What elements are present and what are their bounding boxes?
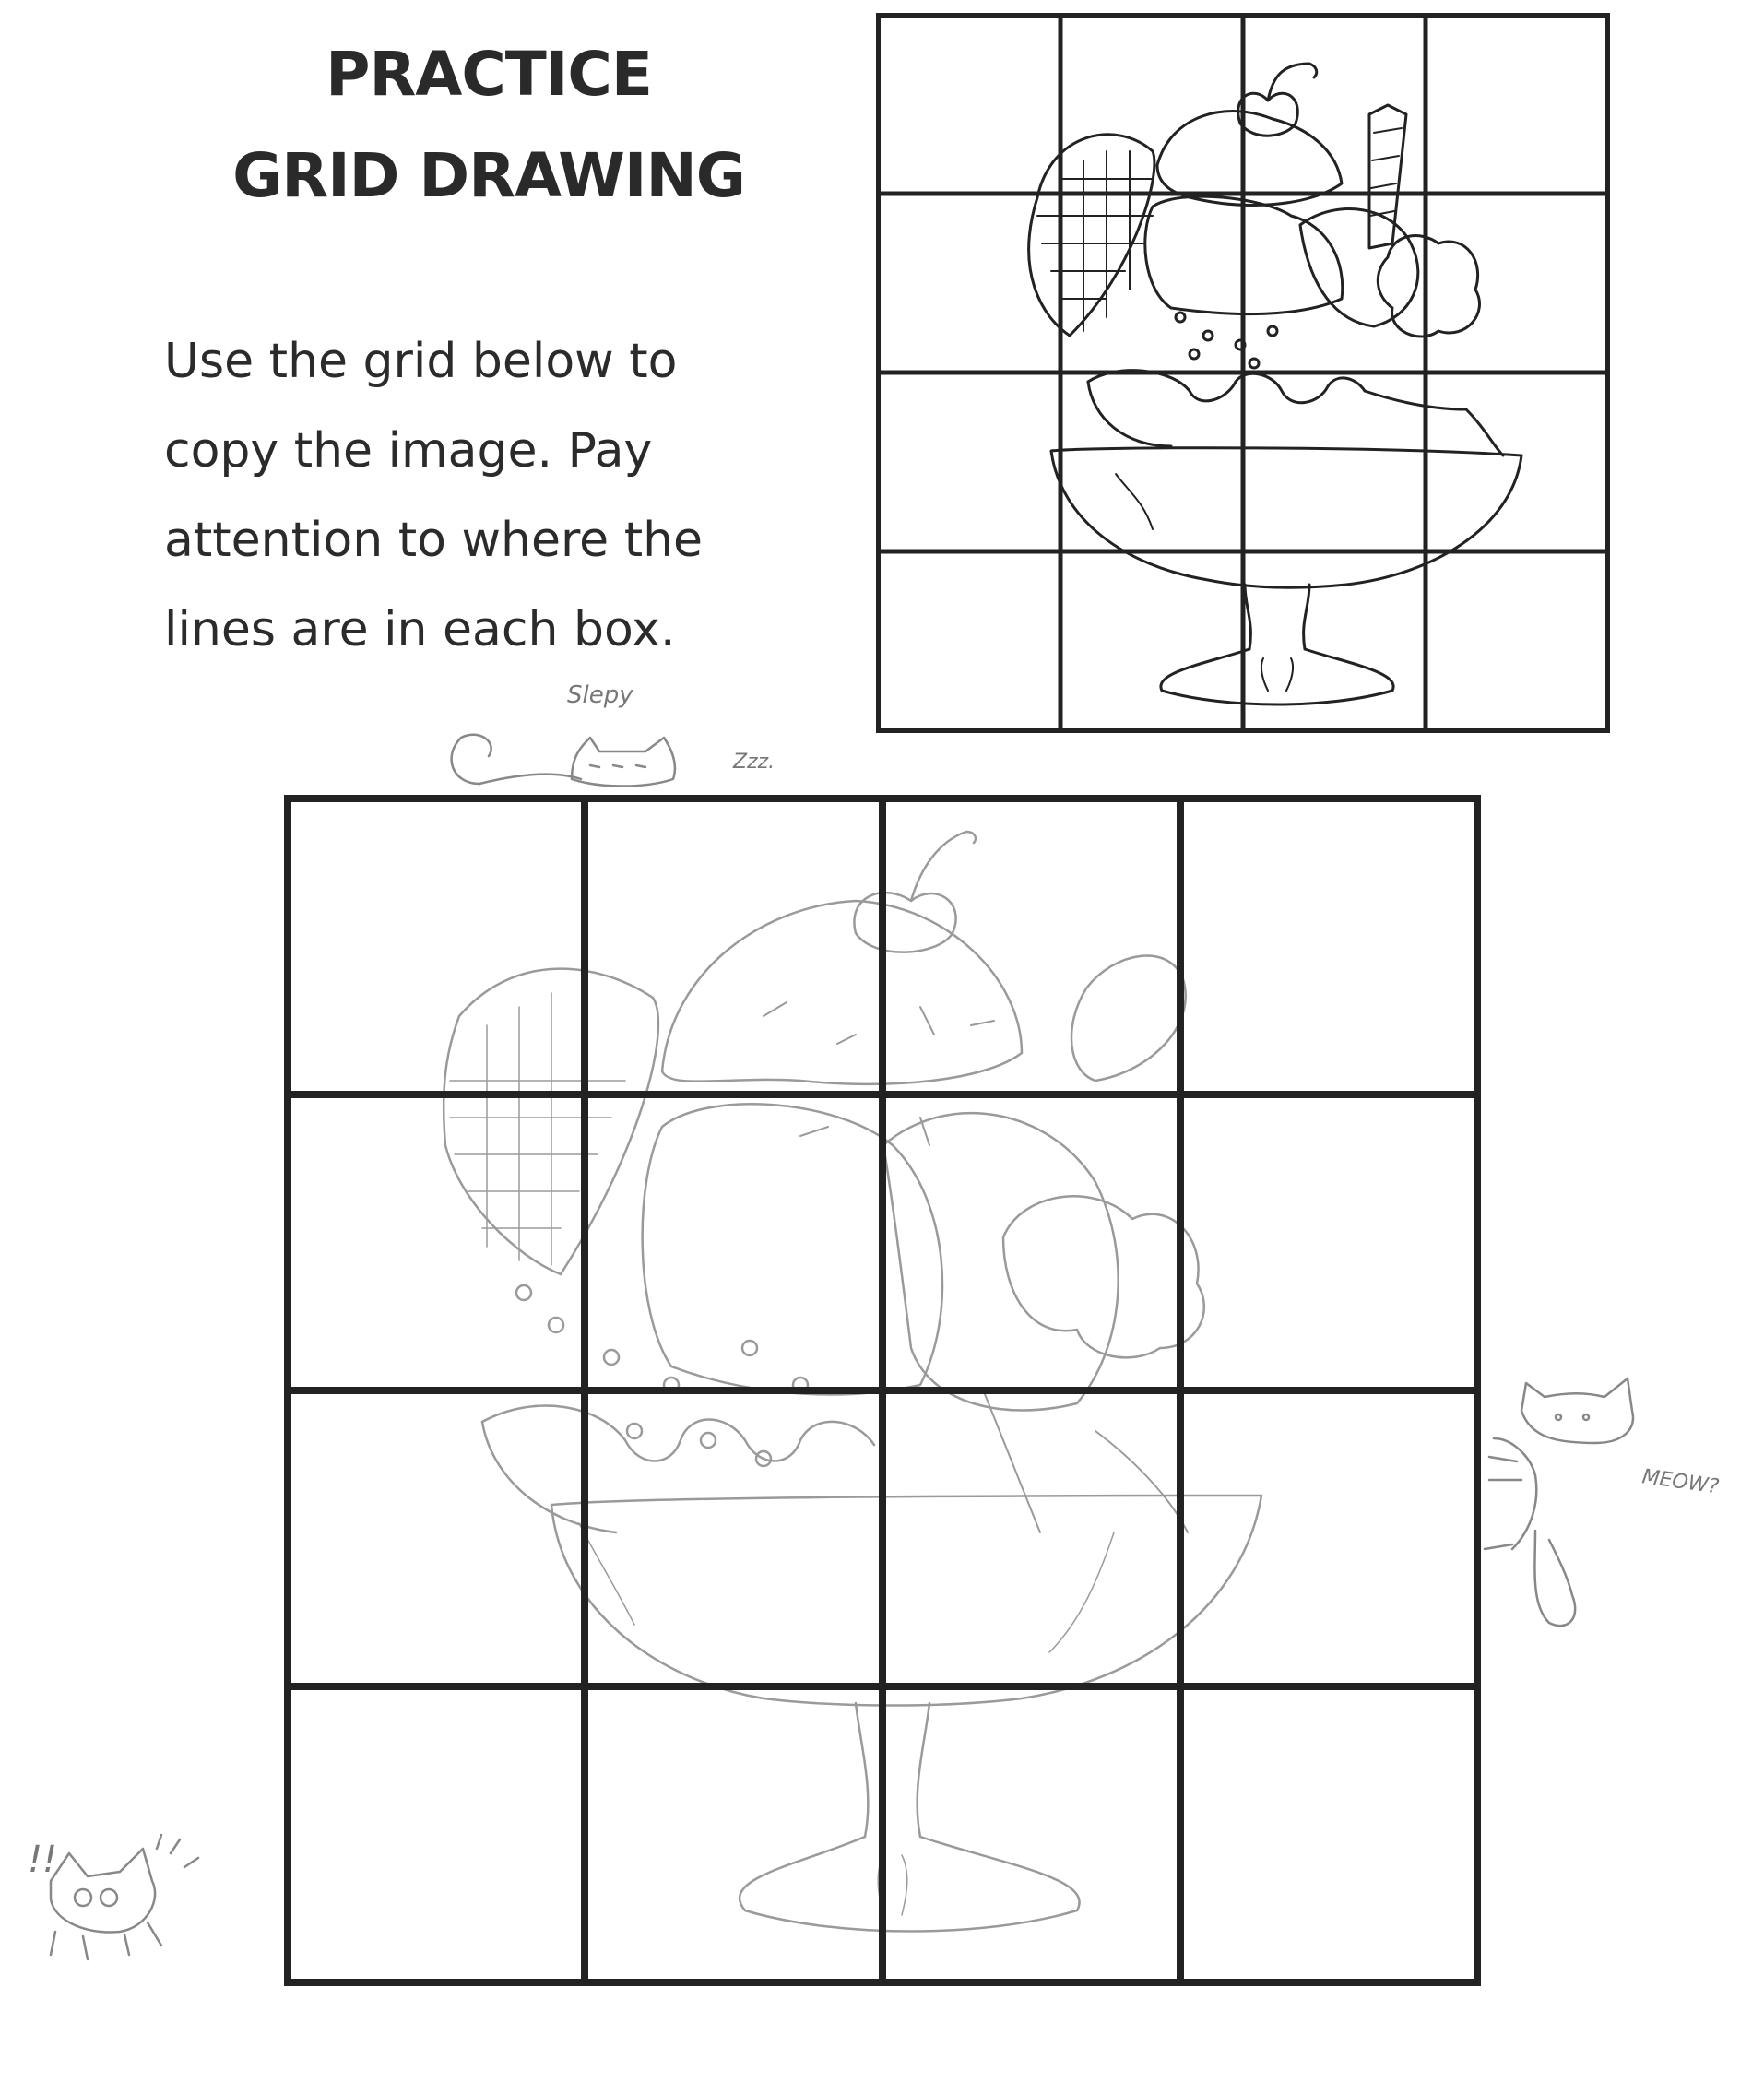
snore-label: Zzz. <box>733 751 775 774</box>
sleepy-label: Slepy <box>567 681 633 709</box>
alarm-label: !! <box>28 1839 58 1881</box>
instruction-line: lines are in each box. <box>164 602 676 657</box>
title-line-2: GRID DRAWING <box>232 140 745 211</box>
meow-label: MEOW? <box>1640 1465 1721 1499</box>
reference-grid-lines <box>879 16 1608 731</box>
ice-cream-sundae-icon <box>1029 64 1521 704</box>
startled-cat-doodle <box>51 1835 198 1959</box>
copy-grid <box>284 795 1481 1986</box>
copy-grid-lines <box>288 798 1477 1982</box>
instruction-line: attention to where the <box>164 513 704 568</box>
peeking-cat-doodle <box>1485 1378 1633 1626</box>
instruction-line: Use the grid below to <box>164 334 678 389</box>
pencil-sketch <box>444 832 1261 1932</box>
reference-grid <box>876 13 1610 733</box>
instruction-line: copy the image. Pay <box>164 423 653 479</box>
sleeping-cat-doodle <box>452 735 675 787</box>
title-line-1: PRACTICE <box>326 39 652 110</box>
